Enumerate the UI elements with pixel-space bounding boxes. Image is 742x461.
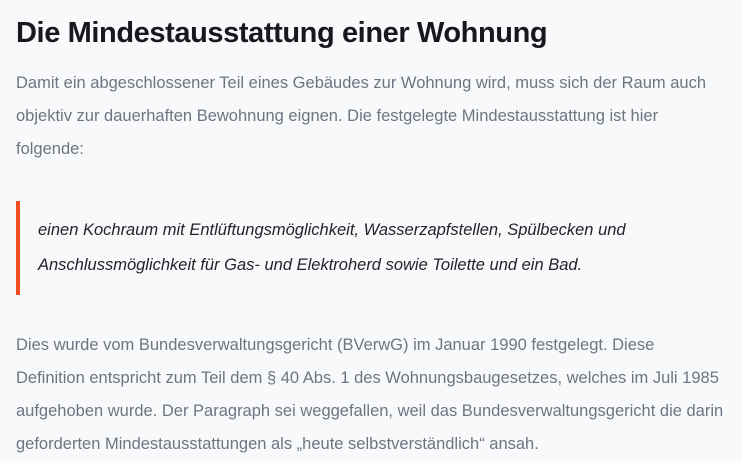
- quote-block: [16, 201, 718, 295]
- quote-text: einen Kochraum mit Entlüftungsmöglichkeit, Wasserzapfstellen, Spülbecken und Anschlussmöglichkeit für Gas- und Elektroherd sowie Toilette und ein Bad.: [38, 221, 626, 274]
- intro-paragraph: Damit ein abgeschlossener Teil eines Gebäudes zur Wohnung wird, muss sich der Raum auch objektiv zur dauerhaften Bewohnung eignen. Die festgelegte Mindestausstattung ist hier folgende:: [16, 74, 706, 158]
- conclusion-paragraph: Dies wurde vom Bundesverwaltungsgericht (BVerwG) im Januar 1990 festgelegt. Diese Definition entspricht zum Teil dem § 40 Abs. 1 des Wohnungsbaugesetzes, welches im Juli 1985 aufgehoben wurde. Der Paragraph sei weggefallen, weil das Bundesverwaltungsgericht die darin geforderten Mindestausstattungen als „heute selbstverständlich“ ansah.: [16, 336, 724, 453]
- page-title: Die Mindestausstattung einer Wohnung: [16, 17, 548, 49]
